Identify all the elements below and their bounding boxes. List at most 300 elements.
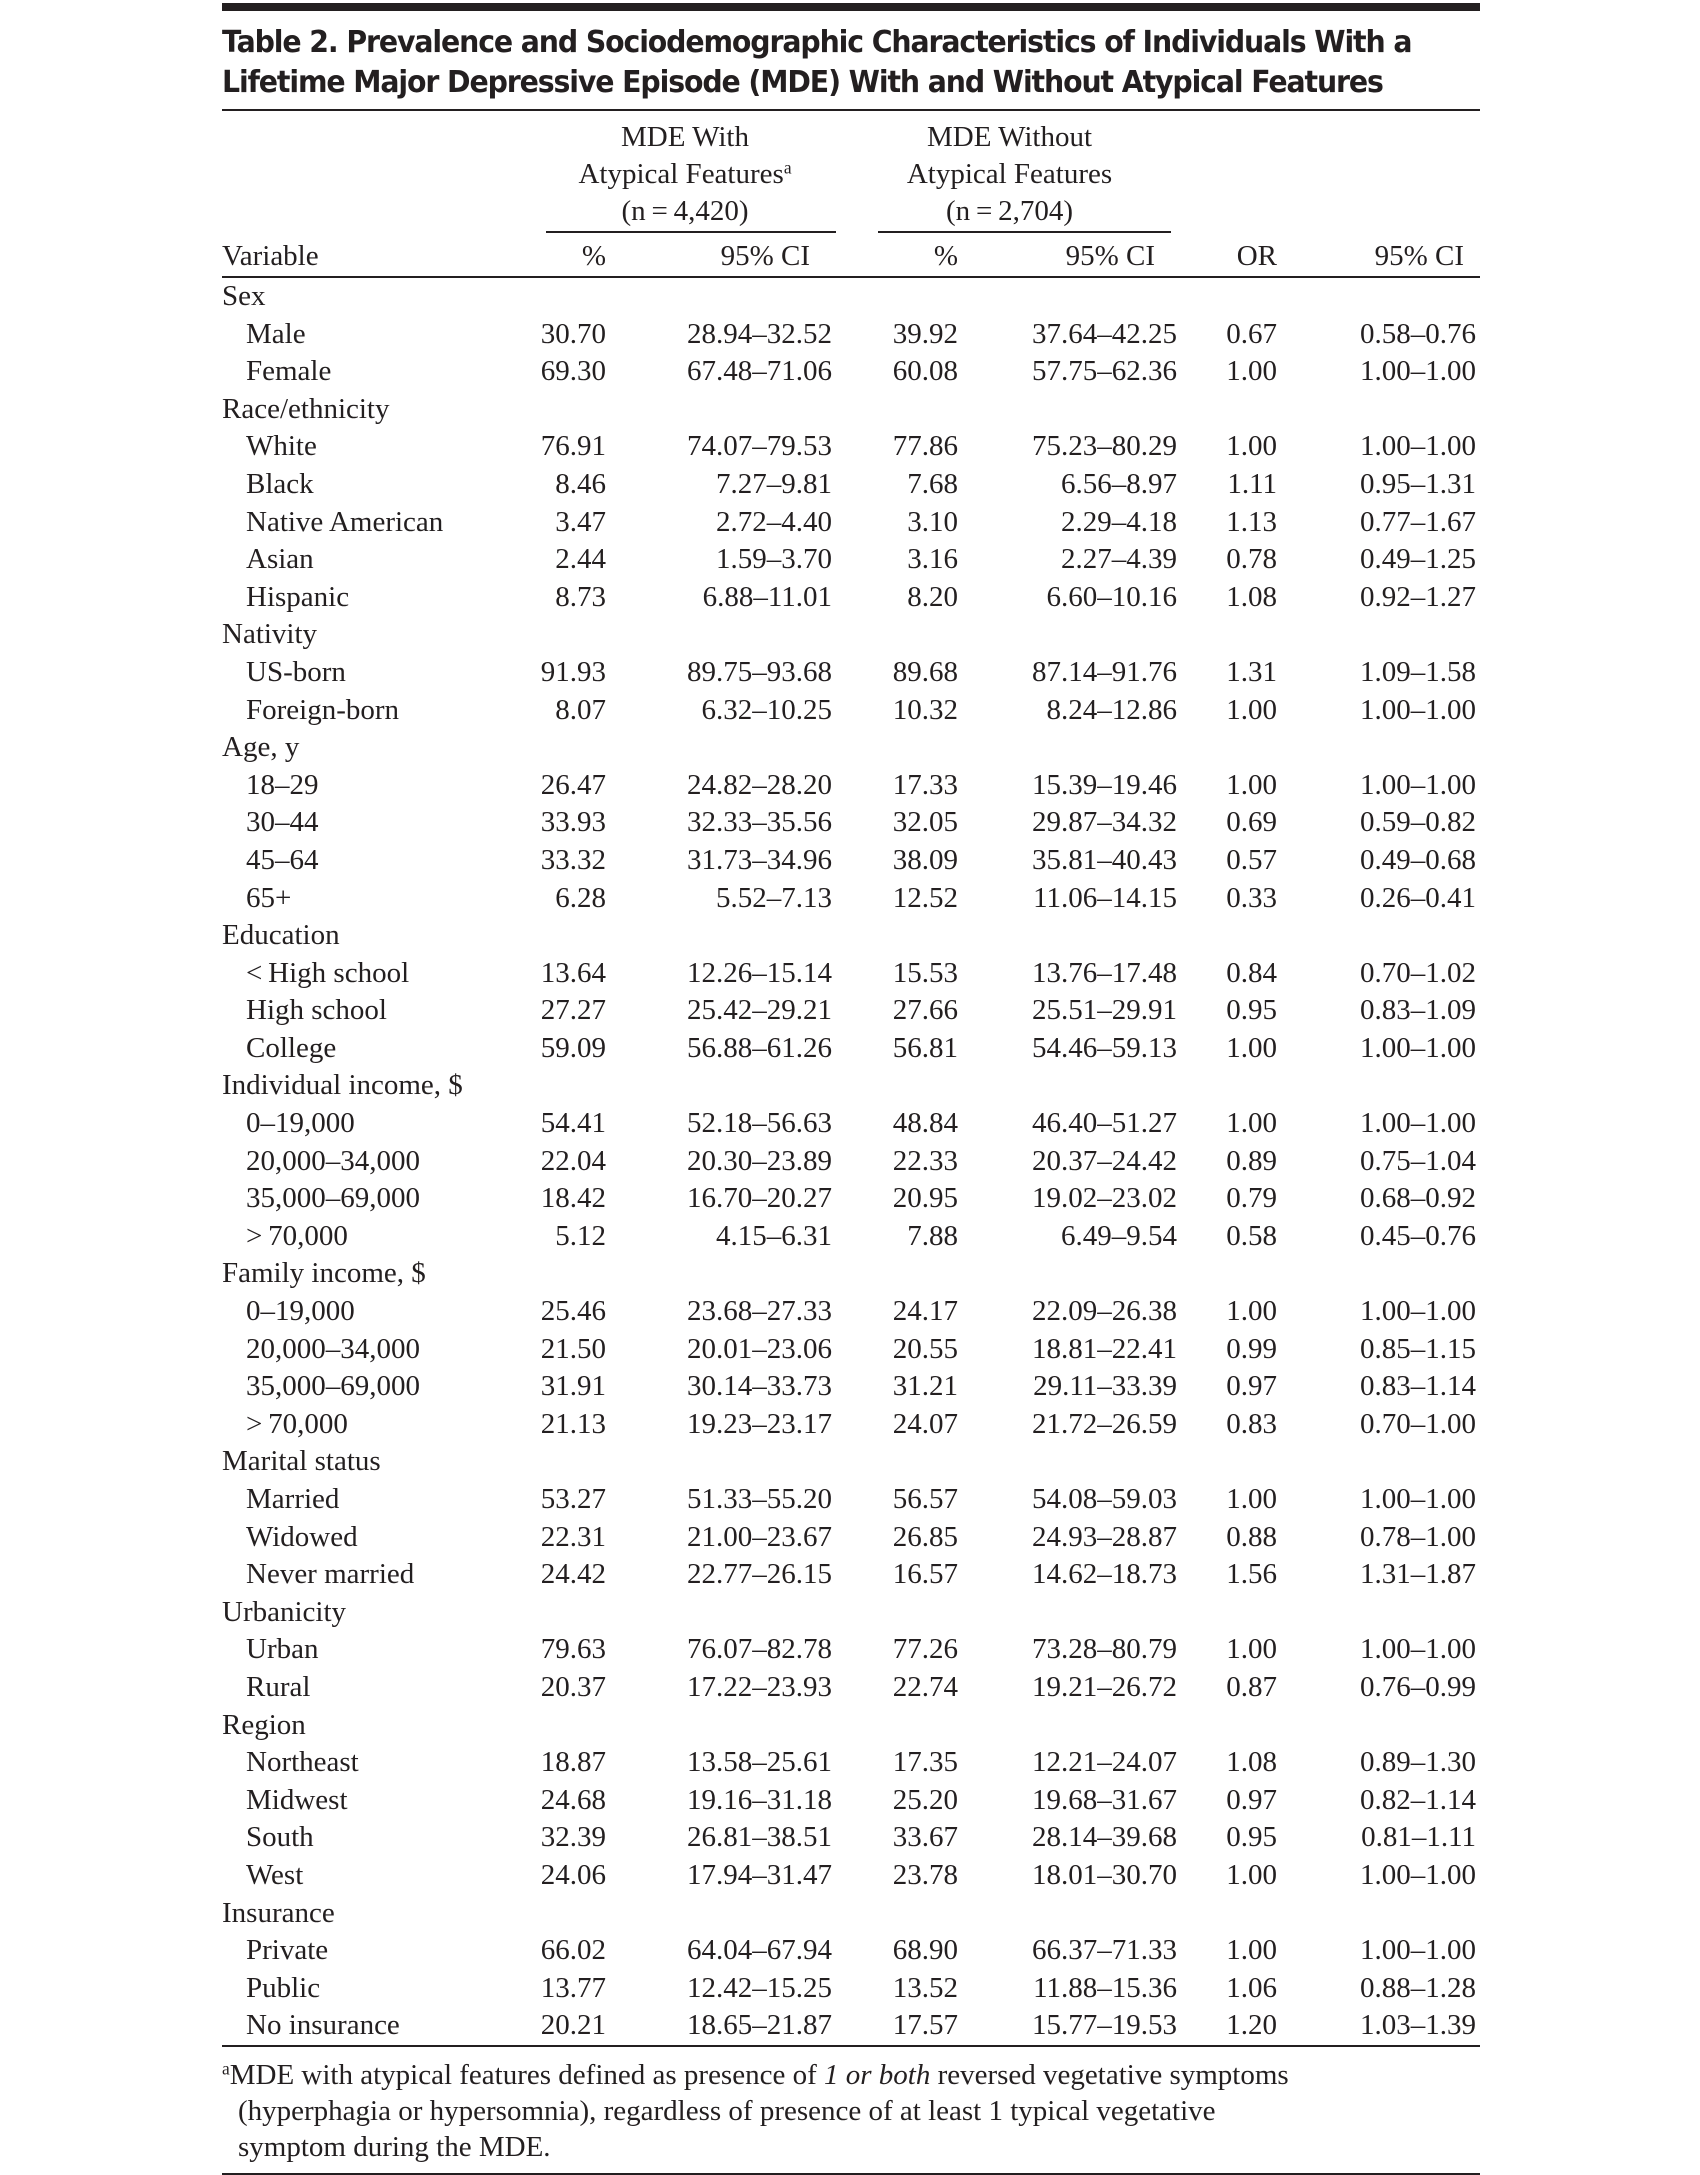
row-label: 18–29 xyxy=(246,768,319,801)
row-label: Foreign-born xyxy=(246,693,400,726)
group-header-with-atypical: MDE With xyxy=(621,121,749,153)
pct-without-atypical: 7.68 xyxy=(907,467,958,500)
ci-without-atypical: 19.21–26.72 xyxy=(1032,1670,1177,1703)
table-row xyxy=(222,579,1480,617)
odds-ratio: 0.58 xyxy=(1226,1219,1277,1252)
ci-without-atypical: 19.68–31.67 xyxy=(1032,1783,1177,1816)
odds-ratio: 1.00 xyxy=(1226,430,1277,463)
row-label: 35,000–69,000 xyxy=(246,1182,420,1215)
ci-without-atypical: 21.72–26.59 xyxy=(1032,1407,1177,1440)
or-ci: 1.00–1.00 xyxy=(1360,1633,1476,1666)
ci-with-atypical: 17.94–31.47 xyxy=(687,1858,832,1891)
group1-span-rule xyxy=(546,231,836,233)
row-label: Native American xyxy=(246,505,444,538)
row-label: 45–64 xyxy=(246,843,319,876)
odds-ratio: 0.69 xyxy=(1226,806,1277,839)
ci-with-atypical: 25.42–29.21 xyxy=(687,994,832,1027)
or-ci: 1.00–1.00 xyxy=(1360,430,1476,463)
or-ci: 0.85–1.15 xyxy=(1360,1332,1476,1365)
group2-n: (n = 2,704) xyxy=(945,195,1074,227)
row-label: 30–44 xyxy=(246,806,319,839)
row-label: High school xyxy=(246,994,387,1027)
odds-ratio: 0.67 xyxy=(1226,317,1277,350)
ci-with-atypical: 64.04–67.94 xyxy=(687,1934,832,1967)
pct-without-atypical: 20.95 xyxy=(892,1182,958,1215)
or-ci: 0.77–1.67 xyxy=(1360,505,1476,538)
table-row xyxy=(222,1519,1480,1557)
ci-without-atypical: 11.88–15.36 xyxy=(1033,1971,1177,2004)
row-label: 0–19,000 xyxy=(246,1295,355,1328)
pct-with-atypical: 27.27 xyxy=(540,994,606,1027)
table-row xyxy=(222,1556,1480,1594)
pct-with-atypical: 5.12 xyxy=(555,1219,606,1252)
pct-without-atypical: 10.32 xyxy=(892,693,958,726)
pct-with-atypical: 53.27 xyxy=(540,1483,606,1515)
ci-with-atypical: 76.07–82.78 xyxy=(687,1633,832,1666)
pct-with-atypical: 21.13 xyxy=(540,1407,606,1440)
group1-line2: Atypical Features xyxy=(578,158,784,190)
category-label: Sex xyxy=(222,280,266,312)
pct-without-atypical: 60.08 xyxy=(892,355,958,388)
odds-ratio: 1.00 xyxy=(1226,1934,1277,1967)
ci-with-atypical: 23.68–27.33 xyxy=(687,1295,832,1328)
category-row xyxy=(222,616,1480,654)
footnote-marker: a xyxy=(222,2058,230,2079)
pct-without-atypical: 17.57 xyxy=(892,2009,958,2042)
ci-with-atypical: 32.33–35.56 xyxy=(687,806,832,839)
ci-without-atypical: 87.14–91.76 xyxy=(1032,655,1177,688)
ci-with-atypical: 21.00–23.67 xyxy=(687,1520,832,1553)
table-row xyxy=(222,1744,1480,1782)
col-ci-1: 95% CI xyxy=(720,240,810,272)
or-ci: 0.88–1.28 xyxy=(1360,1971,1476,2004)
ci-with-atypical: 6.88–11.01 xyxy=(702,580,832,613)
odds-ratio: 0.83 xyxy=(1226,1407,1277,1440)
table-row xyxy=(222,1180,1480,1218)
table-row xyxy=(222,1105,1480,1143)
category-row xyxy=(222,1443,1480,1481)
pct-with-atypical: 66.02 xyxy=(540,1934,606,1967)
or-ci: 0.68–0.92 xyxy=(1360,1182,1476,1215)
odds-ratio: 1.56 xyxy=(1226,1558,1277,1591)
odds-ratio: 0.79 xyxy=(1226,1182,1277,1215)
or-ci: 0.82–1.14 xyxy=(1360,1783,1476,1816)
table-row xyxy=(222,428,1480,466)
group-header-without-atypical: MDE Without xyxy=(926,121,1093,153)
pct-without-atypical: 56.81 xyxy=(892,1031,958,1064)
ci-with-atypical: 74.07–79.53 xyxy=(687,430,832,463)
column-headers xyxy=(222,230,1480,276)
or-ci: 1.09–1.58 xyxy=(1360,655,1476,688)
ci-without-atypical: 11.06–14.15 xyxy=(1033,881,1177,914)
ci-without-atypical: 15.39–19.46 xyxy=(1032,768,1177,801)
pct-with-atypical: 8.73 xyxy=(555,580,606,613)
pct-without-atypical: 12.52 xyxy=(892,881,958,914)
ci-with-atypical: 17.22–23.93 xyxy=(687,1670,832,1703)
table-figure xyxy=(222,0,1480,2175)
table-row xyxy=(222,992,1480,1030)
ci-with-atypical: 4.15–6.31 xyxy=(716,1219,832,1252)
pct-with-atypical: 91.93 xyxy=(540,655,606,688)
ci-with-atypical: 16.70–20.27 xyxy=(687,1182,832,1215)
pct-without-atypical: 89.68 xyxy=(892,655,958,688)
odds-ratio: 0.57 xyxy=(1226,843,1277,876)
row-label: Northeast xyxy=(246,1746,359,1779)
odds-ratio: 0.87 xyxy=(1226,1670,1277,1703)
category-row xyxy=(222,1255,1480,1293)
or-ci: 0.58–0.76 xyxy=(1360,317,1476,350)
category-label: Race/ethnicity xyxy=(222,392,390,425)
pct-without-atypical: 13.52 xyxy=(892,1971,958,2004)
bottom-rule xyxy=(222,2045,1480,2047)
ci-with-atypical: 5.52–7.13 xyxy=(716,881,832,914)
title-line-2: Lifetime Major Depressive Episode (MDE) With and Without Atypical Features xyxy=(222,65,1383,100)
odds-ratio: 0.78 xyxy=(1226,543,1277,576)
or-ci: 0.59–0.82 xyxy=(1360,806,1476,839)
pct-without-atypical: 56.57 xyxy=(892,1483,958,1515)
odds-ratio: 1.00 xyxy=(1226,355,1277,388)
pct-with-atypical: 18.87 xyxy=(540,1746,606,1779)
ci-without-atypical: 54.46–59.13 xyxy=(1032,1031,1177,1064)
category-row xyxy=(222,917,1480,955)
group2-line2: Atypical Features xyxy=(906,158,1113,190)
odds-ratio: 1.08 xyxy=(1226,1746,1277,1779)
row-label: > 70,000 xyxy=(246,1219,348,1252)
pct-with-atypical: 79.63 xyxy=(540,1633,606,1666)
pct-with-atypical: 20.37 xyxy=(540,1670,606,1703)
category-row xyxy=(222,391,1480,429)
odds-ratio: 0.97 xyxy=(1226,1783,1277,1816)
odds-ratio: 1.08 xyxy=(1226,580,1277,613)
pct-without-atypical: 27.66 xyxy=(892,994,958,1027)
pct-without-atypical: 7.88 xyxy=(907,1219,958,1252)
category-label: Insurance xyxy=(222,1896,335,1929)
table-row xyxy=(222,1481,1480,1519)
table-row xyxy=(222,692,1480,730)
ci-with-atypical: 51.33–55.20 xyxy=(687,1483,832,1515)
table-row xyxy=(222,353,1480,391)
ci-with-atypical: 7.27–9.81 xyxy=(716,467,832,500)
ci-without-atypical: 19.02–23.02 xyxy=(1032,1182,1177,1215)
ci-with-atypical: 12.42–15.25 xyxy=(687,1971,832,2004)
pct-without-atypical: 20.55 xyxy=(892,1332,958,1365)
table-row xyxy=(222,654,1480,692)
ci-with-atypical: 12.26–15.14 xyxy=(687,956,832,989)
category-row xyxy=(222,278,1480,316)
ci-without-atypical: 2.27–4.39 xyxy=(1061,543,1177,576)
pct-with-atypical: 3.47 xyxy=(555,505,606,538)
or-ci: 1.03–1.39 xyxy=(1360,2009,1476,2042)
pct-without-atypical: 3.10 xyxy=(907,505,958,538)
pct-with-atypical: 32.39 xyxy=(540,1821,606,1854)
odds-ratio: 1.00 xyxy=(1226,1858,1277,1891)
ci-without-atypical: 75.23–80.29 xyxy=(1032,430,1177,463)
ci-with-atypical: 30.14–33.73 xyxy=(687,1370,832,1403)
row-label: Asian xyxy=(246,543,314,576)
ci-without-atypical: 15.77–19.53 xyxy=(1032,2009,1177,2042)
pct-with-atypical: 24.68 xyxy=(540,1783,606,1816)
row-label: West xyxy=(246,1858,304,1891)
category-label: Education xyxy=(222,919,340,952)
pct-with-atypical: 6.28 xyxy=(555,881,606,914)
row-label: Widowed xyxy=(246,1520,358,1553)
pct-with-atypical: 54.41 xyxy=(540,1107,606,1140)
col-pct-1: % xyxy=(581,240,606,272)
pct-without-atypical: 24.07 xyxy=(892,1407,958,1440)
ci-without-atypical: 6.49–9.54 xyxy=(1061,1219,1177,1252)
pct-with-atypical: 8.07 xyxy=(555,693,606,726)
col-ci-3: 95% CI xyxy=(1374,240,1464,272)
pct-with-atypical: 59.09 xyxy=(540,1031,606,1064)
pct-with-atypical: 2.44 xyxy=(555,543,606,576)
odds-ratio: 0.84 xyxy=(1226,956,1277,989)
table-row xyxy=(222,1293,1480,1331)
odds-ratio: 1.00 xyxy=(1226,1483,1277,1515)
ci-with-atypical: 1.59–3.70 xyxy=(716,543,832,576)
or-ci: 0.75–1.04 xyxy=(1360,1144,1476,1177)
ci-without-atypical: 18.81–22.41 xyxy=(1032,1332,1177,1365)
category-label: Urbanicity xyxy=(222,1595,347,1628)
pct-with-atypical: 20.21 xyxy=(540,2009,606,2042)
pct-without-atypical: 22.33 xyxy=(892,1144,958,1177)
row-label: Hispanic xyxy=(246,580,350,613)
pct-without-atypical: 77.26 xyxy=(892,1633,958,1666)
ci-with-atypical: 20.01–23.06 xyxy=(687,1332,832,1365)
pct-with-atypical: 31.91 xyxy=(540,1370,606,1403)
row-label: > 70,000 xyxy=(246,1407,348,1440)
pct-with-atypical: 33.93 xyxy=(540,806,606,839)
table-row xyxy=(222,804,1480,842)
ci-without-atypical: 24.93–28.87 xyxy=(1032,1520,1177,1553)
ci-with-atypical: 6.32–10.25 xyxy=(701,693,832,726)
or-ci: 1.00–1.00 xyxy=(1360,1858,1476,1891)
ci-with-atypical: 28.94–32.52 xyxy=(687,317,832,350)
row-label: 20,000–34,000 xyxy=(246,1332,420,1365)
ci-with-atypical: 24.82–28.20 xyxy=(687,768,832,801)
pct-with-atypical: 22.31 xyxy=(540,1520,606,1553)
table-row xyxy=(222,2007,1480,2045)
ci-with-atypical: 20.30–23.89 xyxy=(687,1144,832,1177)
table-row xyxy=(222,1406,1480,1444)
table-row xyxy=(222,1331,1480,1369)
pct-without-atypical: 3.16 xyxy=(907,543,958,576)
ci-without-atypical: 25.51–29.91 xyxy=(1032,994,1177,1027)
category-row xyxy=(222,1707,1480,1745)
ci-without-atypical: 18.01–30.70 xyxy=(1032,1858,1177,1891)
table-row xyxy=(222,955,1480,993)
or-ci: 1.00–1.00 xyxy=(1360,768,1476,801)
pct-with-atypical: 25.46 xyxy=(540,1295,606,1328)
table-row xyxy=(222,316,1480,354)
odds-ratio: 1.00 xyxy=(1226,1295,1277,1328)
row-label: 20,000–34,000 xyxy=(246,1144,420,1177)
or-ci: 0.70–1.00 xyxy=(1360,1407,1476,1440)
pct-without-atypical: 15.53 xyxy=(892,956,958,989)
row-label: White xyxy=(246,430,317,463)
table-row xyxy=(222,1669,1480,1707)
pct-without-atypical: 25.20 xyxy=(892,1783,958,1816)
pct-without-atypical: 22.74 xyxy=(892,1670,958,1703)
pct-with-atypical: 13.77 xyxy=(540,1971,606,2004)
ci-without-atypical: 29.87–34.32 xyxy=(1032,806,1177,839)
or-ci: 0.92–1.27 xyxy=(1360,580,1476,613)
or-ci: 1.00–1.00 xyxy=(1360,693,1476,726)
ci-without-atypical: 35.81–40.43 xyxy=(1032,843,1177,876)
pct-with-atypical: 33.32 xyxy=(540,843,606,876)
or-ci: 0.95–1.31 xyxy=(1360,467,1476,500)
ci-without-atypical: 2.29–4.18 xyxy=(1061,505,1177,538)
table-row xyxy=(222,1030,1480,1068)
or-ci: 0.49–1.25 xyxy=(1360,543,1476,576)
pct-with-atypical: 76.91 xyxy=(540,430,606,463)
odds-ratio: 1.06 xyxy=(1226,1971,1277,2004)
pct-without-atypical: 8.20 xyxy=(907,580,958,613)
pct-without-atypical: 39.92 xyxy=(892,317,958,350)
or-ci: 0.45–0.76 xyxy=(1360,1219,1476,1252)
ci-without-atypical: 66.37–71.33 xyxy=(1032,1934,1177,1967)
or-ci: 1.00–1.00 xyxy=(1360,1107,1476,1140)
footnote-marker: a xyxy=(783,157,792,178)
table-row xyxy=(222,1143,1480,1181)
ci-without-atypical: 6.56–8.97 xyxy=(1061,467,1177,500)
odds-ratio: 1.31 xyxy=(1226,655,1277,688)
ci-with-atypical: 22.77–26.15 xyxy=(687,1558,832,1591)
row-label: No insurance xyxy=(246,2009,400,2042)
ci-without-atypical: 28.14–39.68 xyxy=(1032,1821,1177,1854)
row-label: US-born xyxy=(246,655,346,688)
odds-ratio: 0.95 xyxy=(1226,994,1277,1027)
row-label: Female xyxy=(246,355,332,388)
odds-ratio: 0.95 xyxy=(1226,1821,1277,1854)
row-label: College xyxy=(246,1031,337,1064)
odds-ratio: 1.20 xyxy=(1226,2009,1277,2042)
col-variable: Variable xyxy=(222,240,319,272)
row-label: 65+ xyxy=(246,881,292,914)
pct-without-atypical: 24.17 xyxy=(892,1295,958,1328)
table-row xyxy=(222,1631,1480,1669)
row-label: Married xyxy=(246,1483,340,1515)
or-ci: 0.26–0.41 xyxy=(1360,881,1476,914)
col-pct-2: % xyxy=(933,240,958,272)
table-row xyxy=(222,1819,1480,1857)
or-ci: 1.31–1.87 xyxy=(1360,1558,1476,1591)
or-ci: 0.83–1.09 xyxy=(1360,994,1476,1027)
category-row xyxy=(222,1594,1480,1632)
or-ci: 1.00–1.00 xyxy=(1360,355,1476,388)
pct-with-atypical: 18.42 xyxy=(540,1182,606,1215)
ci-without-atypical: 13.76–17.48 xyxy=(1032,956,1177,989)
pct-without-atypical: 38.09 xyxy=(892,843,958,876)
pct-without-atypical: 68.90 xyxy=(892,1934,958,1967)
row-label: Urban xyxy=(246,1633,319,1666)
pct-with-atypical: 22.04 xyxy=(540,1144,606,1177)
category-label: Family income, $ xyxy=(222,1257,426,1290)
or-ci: 0.70–1.02 xyxy=(1360,956,1476,989)
ci-with-atypical: 2.72–4.40 xyxy=(716,505,832,538)
or-ci: 1.00–1.00 xyxy=(1360,1483,1476,1515)
row-label: 35,000–69,000 xyxy=(246,1370,420,1403)
pct-with-atypical: 24.42 xyxy=(540,1558,606,1591)
ci-without-atypical: 6.60–10.16 xyxy=(1046,580,1177,613)
or-ci: 0.78–1.00 xyxy=(1360,1520,1476,1553)
data-table xyxy=(222,111,1480,2047)
ci-without-atypical: 37.64–42.25 xyxy=(1032,317,1177,350)
pct-without-atypical: 33.67 xyxy=(892,1821,958,1854)
ci-with-atypical: 89.75–93.68 xyxy=(687,655,832,688)
pct-without-atypical: 17.33 xyxy=(892,768,958,801)
ci-without-atypical: 29.11–33.39 xyxy=(1033,1370,1177,1403)
row-label: Black xyxy=(246,467,314,500)
table-row xyxy=(222,1932,1480,1970)
ci-without-atypical: 14.62–18.73 xyxy=(1032,1558,1177,1591)
top-rule xyxy=(222,3,1480,11)
odds-ratio: 0.33 xyxy=(1226,881,1277,914)
pct-with-atypical: 8.46 xyxy=(555,467,606,500)
ci-with-atypical: 19.23–23.17 xyxy=(687,1407,832,1440)
table-row xyxy=(222,767,1480,805)
ci-with-atypical: 18.65–21.87 xyxy=(687,2009,832,2042)
ci-without-atypical: 8.24–12.86 xyxy=(1046,693,1177,726)
row-label: 0–19,000 xyxy=(246,1107,355,1140)
table-row xyxy=(222,1970,1480,2008)
odds-ratio: 1.00 xyxy=(1226,768,1277,801)
table-row xyxy=(222,1218,1480,1256)
pct-with-atypical: 24.06 xyxy=(540,1858,606,1891)
ci-without-atypical: 20.37–24.42 xyxy=(1032,1144,1177,1177)
pct-with-atypical: 21.50 xyxy=(540,1332,606,1365)
pct-without-atypical: 16.57 xyxy=(892,1558,958,1591)
ci-without-atypical: 12.21–24.07 xyxy=(1032,1746,1177,1779)
ci-with-atypical: 13.58–25.61 xyxy=(687,1746,832,1779)
odds-ratio: 0.89 xyxy=(1226,1144,1277,1177)
pct-with-atypical: 30.70 xyxy=(540,317,606,350)
table-row xyxy=(222,504,1480,542)
table-row xyxy=(222,466,1480,504)
row-label: Never married xyxy=(246,1558,415,1591)
row-label: Public xyxy=(246,1971,321,2004)
row-label: Private xyxy=(246,1934,329,1967)
ci-with-atypical: 52.18–56.63 xyxy=(687,1107,832,1140)
odds-ratio: 1.00 xyxy=(1226,693,1277,726)
table-row xyxy=(222,1857,1480,1895)
row-label: Rural xyxy=(246,1670,311,1703)
table-row xyxy=(222,541,1480,579)
pct-without-atypical: 26.85 xyxy=(892,1520,958,1553)
category-label: Age, y xyxy=(222,731,300,764)
ci-with-atypical: 31.73–34.96 xyxy=(687,843,832,876)
ci-with-atypical: 19.16–31.18 xyxy=(687,1783,832,1816)
pct-with-atypical: 69.30 xyxy=(540,355,606,388)
category-row xyxy=(222,1067,1480,1105)
or-ci: 0.83–1.14 xyxy=(1360,1370,1476,1403)
category-label: Individual income, $ xyxy=(222,1069,463,1102)
table-row xyxy=(222,1368,1480,1406)
pct-without-atypical: 17.35 xyxy=(892,1746,958,1779)
or-ci: 0.76–0.99 xyxy=(1360,1670,1476,1703)
or-ci: 1.00–1.00 xyxy=(1360,1031,1476,1064)
ci-without-atypical: 46.40–51.27 xyxy=(1032,1107,1177,1140)
pct-without-atypical: 32.05 xyxy=(892,806,958,839)
group1-n: (n = 4,420) xyxy=(621,195,749,227)
or-ci: 0.81–1.11 xyxy=(1361,1821,1476,1854)
table-title xyxy=(222,23,1412,103)
ci-with-atypical: 26.81–38.51 xyxy=(687,1821,832,1854)
odds-ratio: 1.13 xyxy=(1226,505,1277,538)
title-line-1: Table 2. Prevalence and Sociodemographic Characteristics of Individuals With a xyxy=(222,25,1412,60)
odds-ratio: 1.00 xyxy=(1226,1031,1277,1064)
footnote: $^a$MDE with atypical features defined as presence of 1 or both reversed vegetative symptoms (hyperphagia or hypersomnia), regardless of presence of at least 1 typical vegetative symptom during the MDE. xyxy=(222,2058,1289,2163)
or-ci: 0.49–0.68 xyxy=(1360,843,1476,876)
